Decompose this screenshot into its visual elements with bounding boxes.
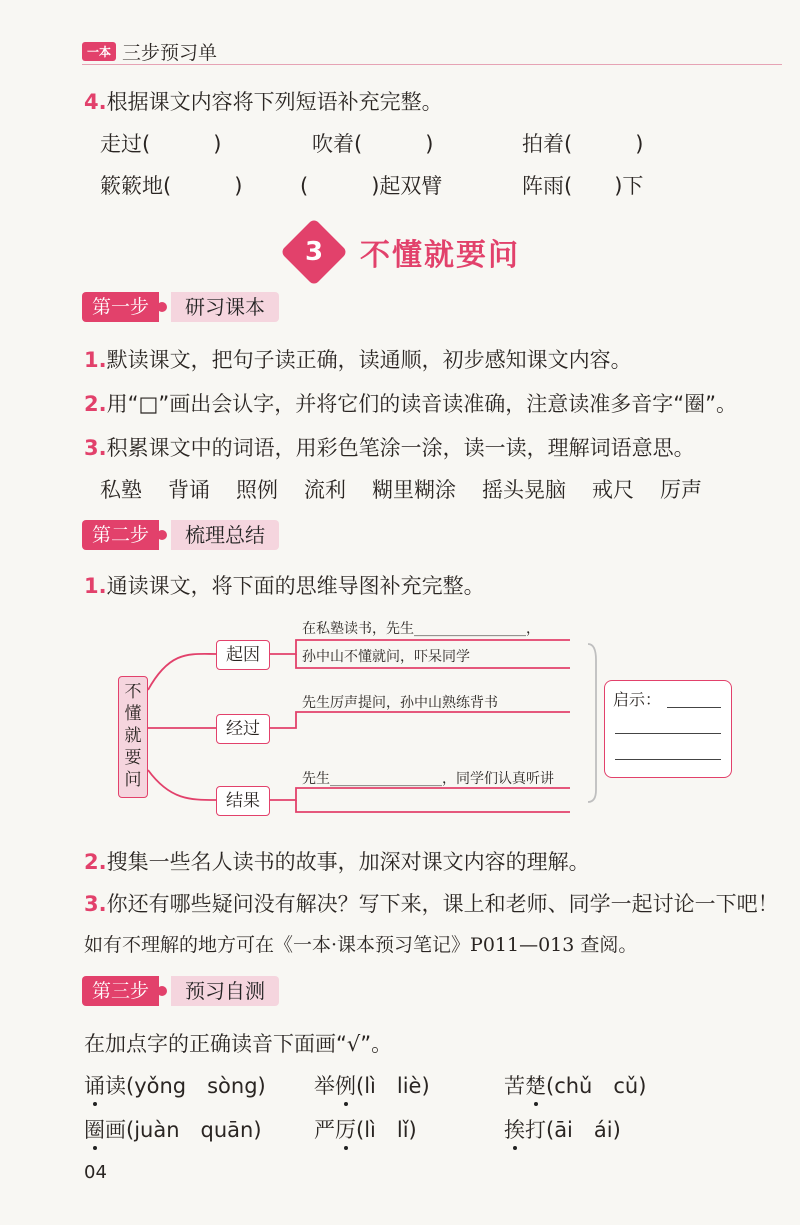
insight-blank bbox=[667, 707, 721, 708]
vocab-word[interactable]: 照例 bbox=[236, 478, 278, 502]
vocab-word[interactable]: 私塾 bbox=[100, 478, 142, 502]
pinyin-item[interactable]: 举例(lì liè) bbox=[314, 1074, 430, 1098]
q4-blank-2[interactable]: 吹着( ) bbox=[312, 132, 434, 156]
vocab-word[interactable]: 摇头晃脑 bbox=[482, 478, 566, 502]
step1-item-3: 3.积累课文中的词语，用彩色笔涂一涂，读一读，理解词语意思。 bbox=[84, 436, 695, 460]
brand-logo: 一本 bbox=[82, 42, 116, 61]
header-title: 三步预习单 bbox=[122, 42, 218, 64]
mindmap-center: 不 懂 就 要 问 bbox=[118, 676, 148, 798]
mindmap-node-process: 经过 bbox=[216, 714, 270, 744]
step3-banner bbox=[82, 976, 279, 1006]
step1-label: 第一步 bbox=[82, 292, 159, 322]
lesson-number-badge: 3 bbox=[280, 218, 348, 286]
step3-name: 预习自测 bbox=[171, 976, 279, 1006]
step2-name: 梳理总结 bbox=[171, 520, 279, 550]
mindmap-node-result: 结果 bbox=[216, 786, 270, 816]
vocab-word[interactable]: 厉声 bbox=[660, 478, 702, 502]
vocab-word[interactable]: 流利 bbox=[304, 478, 346, 502]
q4-blank-3[interactable]: 拍着( ) bbox=[522, 132, 644, 156]
insight-blank bbox=[615, 733, 721, 734]
vocab-word[interactable]: 戒尺 bbox=[592, 478, 634, 502]
step1-name: 研习课本 bbox=[171, 292, 279, 322]
insight-box[interactable] bbox=[604, 680, 732, 778]
step2-label: 第二步 bbox=[82, 520, 159, 550]
mindmap-process-line: 先生厉声提问，孙中山熟练背书 bbox=[302, 695, 498, 711]
vocab-word[interactable]: 背诵 bbox=[168, 478, 210, 502]
insight-blank bbox=[615, 759, 721, 760]
mindmap-node-cause: 起因 bbox=[216, 640, 270, 670]
pinyin-item[interactable]: 挨打(āi ái) bbox=[504, 1118, 621, 1142]
step3-instruction: 在加点字的正确读音下面画“√”。 bbox=[84, 1032, 393, 1056]
q4-text: 根据课文内容将下列短语补充完整。 bbox=[106, 90, 443, 114]
mindmap-cause-line1[interactable]: 在私塾读书，先生________________， bbox=[302, 621, 540, 637]
step-dot-icon bbox=[157, 986, 167, 996]
pinyin-item[interactable]: 苦楚(chǔ cǔ) bbox=[504, 1074, 647, 1098]
pinyin-item[interactable]: 诵读(yǒng sòng) bbox=[84, 1074, 266, 1098]
mindmap-cause-line2: 孙中山不懂就问，吓呆同学 bbox=[302, 649, 470, 665]
step2-item-2: 2.搜集一些名人读书的故事，加深对课文内容的理解。 bbox=[84, 850, 590, 874]
step3-label: 第三步 bbox=[82, 976, 159, 1006]
q4-blank-6[interactable]: 阵雨( )下 bbox=[522, 174, 644, 198]
step1-item-2: 2.用“□”画出会认字，并将它们的读音读准确，注意读准多音字“圈”。 bbox=[84, 392, 737, 416]
vocab-word[interactable]: 糊里糊涂 bbox=[372, 478, 456, 502]
mindmap-result-line[interactable]: 先生________________，同学们认真听讲 bbox=[302, 771, 554, 787]
pinyin-item[interactable]: 圈画(juàn quān) bbox=[84, 1118, 262, 1142]
q4-blank-1[interactable]: 走过( ) bbox=[100, 132, 222, 156]
page-number: 04 bbox=[84, 1162, 107, 1183]
step1-item-1: 1.默读课文，把句子读正确，读通顺，初步感知课文内容。 bbox=[84, 348, 632, 372]
step2-item-1: 1.通读课文，将下面的思维导图补充完整。 bbox=[84, 574, 485, 598]
q4-blank-5[interactable]: ( )起双臂 bbox=[300, 174, 443, 198]
insight-label: 启示： bbox=[613, 690, 662, 709]
q4-blank-4[interactable]: 簌簌地( ) bbox=[100, 174, 243, 198]
step2-item-3: 3.你还有哪些疑问没有解决？写下来，课上和老师、同学一起讨论一下吧！ bbox=[84, 892, 779, 916]
q4-number: 4. bbox=[84, 90, 107, 114]
lesson-title: 不懂就要问 bbox=[360, 238, 520, 273]
reference-note: 如有不理解的地方可在《一本·课本预习笔记》P011—013 查阅。 bbox=[84, 934, 638, 956]
pinyin-item[interactable]: 严厉(lì lǐ) bbox=[314, 1118, 417, 1142]
